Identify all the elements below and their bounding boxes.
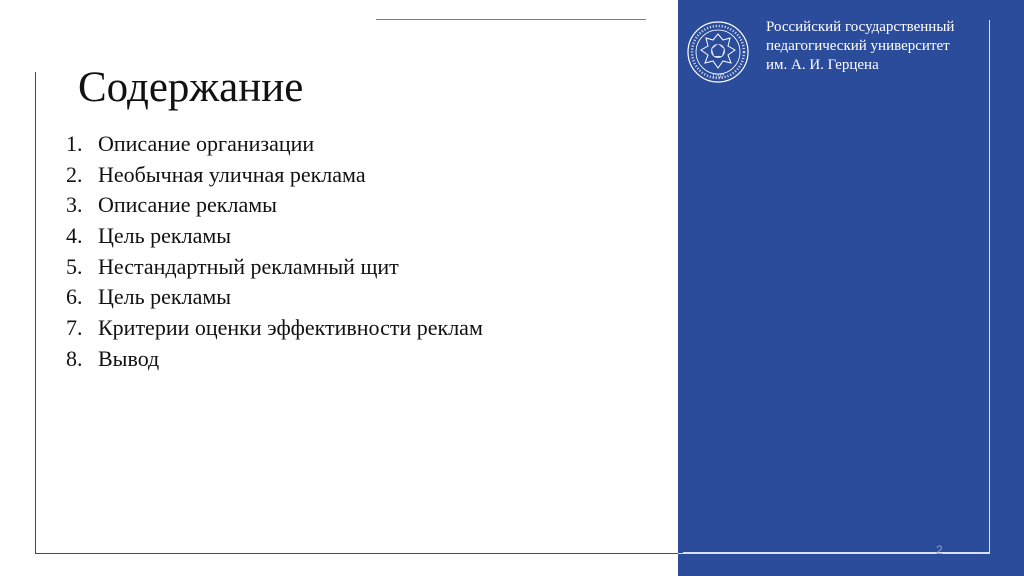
item-text: Необычная уличная реклама bbox=[98, 161, 366, 187]
item-text: Критерии оценки эффективности реклам bbox=[98, 315, 483, 341]
top-divider bbox=[376, 19, 646, 20]
item-text: Нестандартный рекламный щит bbox=[98, 253, 399, 279]
item-text: Описание организации bbox=[98, 131, 315, 156]
item-text: Цель рекламы bbox=[98, 284, 232, 310]
list-item bbox=[66, 189, 483, 220]
svg-text:1797: 1797 bbox=[712, 74, 724, 80]
university-name-line-3: им. А. И. Герцена bbox=[766, 57, 879, 73]
university-name bbox=[766, 18, 1006, 75]
bottom-frame-line bbox=[35, 553, 678, 554]
page-number: 2 bbox=[936, 543, 943, 557]
list-item bbox=[66, 128, 483, 159]
item-number: 2. bbox=[66, 161, 83, 187]
list-item bbox=[66, 281, 483, 312]
list-item bbox=[66, 220, 483, 251]
left-frame-line bbox=[35, 72, 36, 553]
list-item bbox=[66, 159, 483, 190]
item-number: 8. bbox=[66, 345, 83, 371]
item-text: Цель рекламы bbox=[98, 223, 232, 249]
item-number: 3. bbox=[66, 192, 83, 218]
university-seal-icon bbox=[686, 20, 750, 84]
item-number: 1. bbox=[66, 131, 83, 156]
item-number: 5. bbox=[66, 253, 83, 279]
item-number: 7. bbox=[66, 315, 83, 341]
list-item bbox=[66, 251, 483, 282]
university-name-line-2: педагогический университет bbox=[766, 38, 950, 54]
item-text: Описание рекламы bbox=[98, 192, 277, 218]
table-of-contents bbox=[66, 128, 483, 374]
university-name-line-1: Российский государственный bbox=[766, 19, 955, 35]
item-number: 4. bbox=[66, 223, 83, 249]
panel-bottom-line bbox=[678, 553, 990, 554]
item-text: Вывод bbox=[98, 345, 160, 371]
list-item bbox=[66, 343, 483, 374]
slide-title: Содержание bbox=[78, 64, 304, 111]
panel-frame bbox=[683, 20, 990, 553]
item-number: 6. bbox=[66, 284, 83, 310]
list-item bbox=[66, 312, 483, 343]
